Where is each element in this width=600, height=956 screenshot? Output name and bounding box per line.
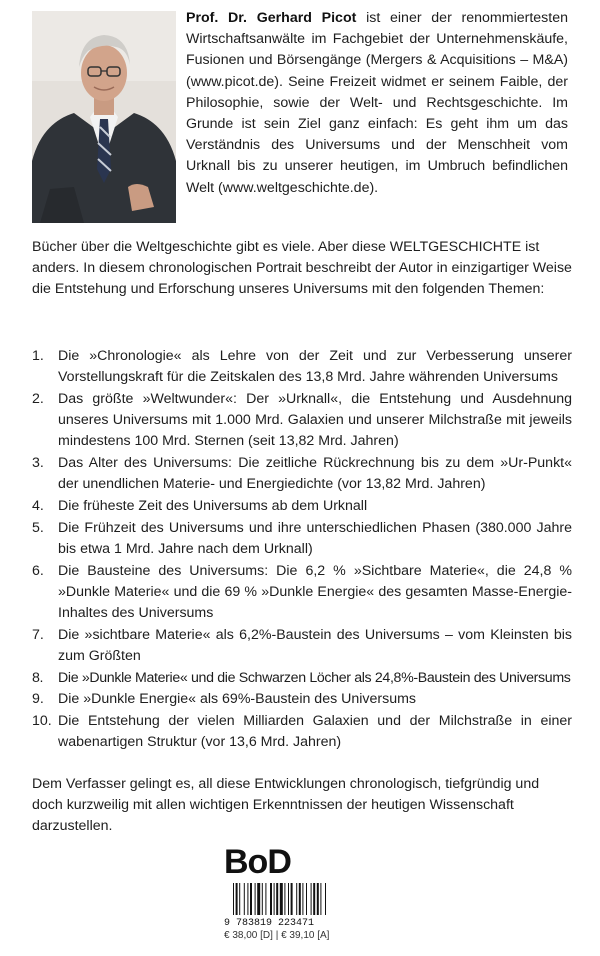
topic-text: Das Alter des Universums: Die zeitliche Rückrechnung bis zu dem »Ur-Punkt« der unendlichen Materie- und Energiedichte (vor 13,82 Mrd. Jahren) [58,455,572,493]
topic-number: 9. [32,691,44,708]
topic-text: Die Frühzeit des Universums und ihre unterschiedlichen Phasen (380.000 Jahre bis etwa 1 Mrd. Jahre nach dem Urknall) [58,519,572,557]
barcode-bar [320,883,321,915]
topic-list [32,346,572,754]
topic-item [32,496,572,517]
outro-paragraph: Dem Verfasser gelingt es, all diese Entwicklungen chronologisch, tiefgründig und doch kurzweilig mit allen wichtigen Erkenntnissen der heutigen Wissenschaft darzustellen. [32,776,540,835]
barcode-bar [274,883,275,915]
topic-number: 5. [32,519,44,536]
topic-number: 1. [32,348,44,364]
barcode-bar [306,883,307,915]
topic-item [32,518,572,560]
barcode-bar [325,883,326,915]
barcode-digits: 9 783819 223471 [224,918,315,927]
topic-text: Das größte »Weltwunder«: Der »Urknall«, die Entstehung und Ausdehnung unseres Universums mit 1.000 Mrd. Galaxien und unserer Milchstraße mit jeweils mindestens 100 Mrd. Sternen (seit 13,82 Mrd. Jahren) [58,390,572,450]
barcode-bar [299,883,301,915]
publisher-logo: BoD [224,843,291,881]
barcode-bar [255,883,256,915]
barcode-bar [296,883,297,915]
intro-paragraph: Bücher über die Weltgeschichte gibt es viele. Aber diese WELTGESCHICHTE ist anders. In diesem chronologischen Portrait beschreibt der Autor in einzigartiger Weise die Entstehung und Erforschung unseres Universums mit den folgenden Themen: [32,239,572,298]
topic-text: Die Bausteine des Universums: Die 6,2 % »Sichtbare Materie«, die 24,8 % »Dunkle Materie« und die 69 % »Dunkle Energie« des gesamten Masse-Energie-Inhaltes des Universums [58,562,572,621]
topic-text: Die »sichtbare Materie« als 6,2%-Baustein des Universums – vom Kleinsten bis zum Größten [58,626,572,664]
topic-item [32,389,572,453]
topic-text: Die früheste Zeit des Universums ab dem Urknall [58,497,368,514]
price-label: € 38,00 [D] | € 39,10 [A] [224,930,330,941]
topic-number: 3. [32,455,44,472]
barcode-bar [317,883,319,915]
topic-number: 2. [32,390,44,407]
author-bio [186,8,568,199]
topic-text: Die Entstehung der vielen Milliarden Galaxien und der Milchstraße in einer wabenartigen Struktur (vor 13,6 Mrd. Jahren) [58,712,572,751]
barcode-bar [291,883,293,915]
barcode-bar [302,883,303,915]
topic-text: Die »Chronologie« als Lehre von der Zeit und zur Verbesserung unserer Vorstellungskraft für die Zeitskalen des 13,8 Mrd. Jahre währenden Universums [58,348,572,386]
topic-number: 4. [32,497,44,514]
isbn-barcode [224,883,378,927]
barcode-bar [311,883,312,915]
topic-number: 8. [32,669,44,686]
author-name: Prof. Dr. Gerhard Picot [186,10,357,26]
barcode-bar [262,883,263,915]
barcode-bar [270,883,272,915]
topic-item [32,625,572,667]
topic-number: 7. [32,626,44,643]
barcode-bar [233,883,234,915]
barcode-bar [284,883,285,915]
barcode-bar [288,883,289,915]
barcode-bar [257,883,260,915]
topic-number: 6. [32,562,44,579]
topic-text: Die »Dunkle Materie« und die Schwarzen Löcher als 24,8%-Baustein des Universums [58,669,571,686]
topic-item [32,668,572,689]
author-portrait-image [32,11,176,223]
topic-item [32,689,572,710]
barcode-bar [236,883,238,915]
topic-item [32,561,572,625]
barcode-bar [247,883,248,915]
barcode-bar [244,883,245,915]
barcode-bar [313,883,315,915]
topic-number: 10. [32,712,52,729]
topic-item [32,346,572,388]
barcode-bar [239,883,240,915]
topic-text: Die »Dunkle Energie« als 69%-Baustein des Universums [58,691,417,708]
barcode-bar [265,883,266,915]
barcode-bar [276,883,278,915]
author-bio-text: ist einer der renommiertesten Wirtschaftsanwälte im Fachgebiet der Unternehmenskäufe, Fusionen und Börsengänge (Mergers & Acquisitions – M&A) (www.picot.de). Seine Freizeit widmet er seinem Faible, der Philosophie, sowie der Welt- und Rechtsgeschichte. Im Grunde ist sein Ziel ganz einfach: Es geht ihm um das Verständnis des Universums und der Menschheit vom Urknall bis zu unserer heutigen, im Umbruch befindlichen Welt (www.weltgeschichte.de). [186,10,568,196]
barcode-bar [250,883,252,915]
author-photo [32,11,176,223]
topic-item [32,453,572,495]
barcode-bar [280,883,283,915]
topic-item [32,711,572,753]
